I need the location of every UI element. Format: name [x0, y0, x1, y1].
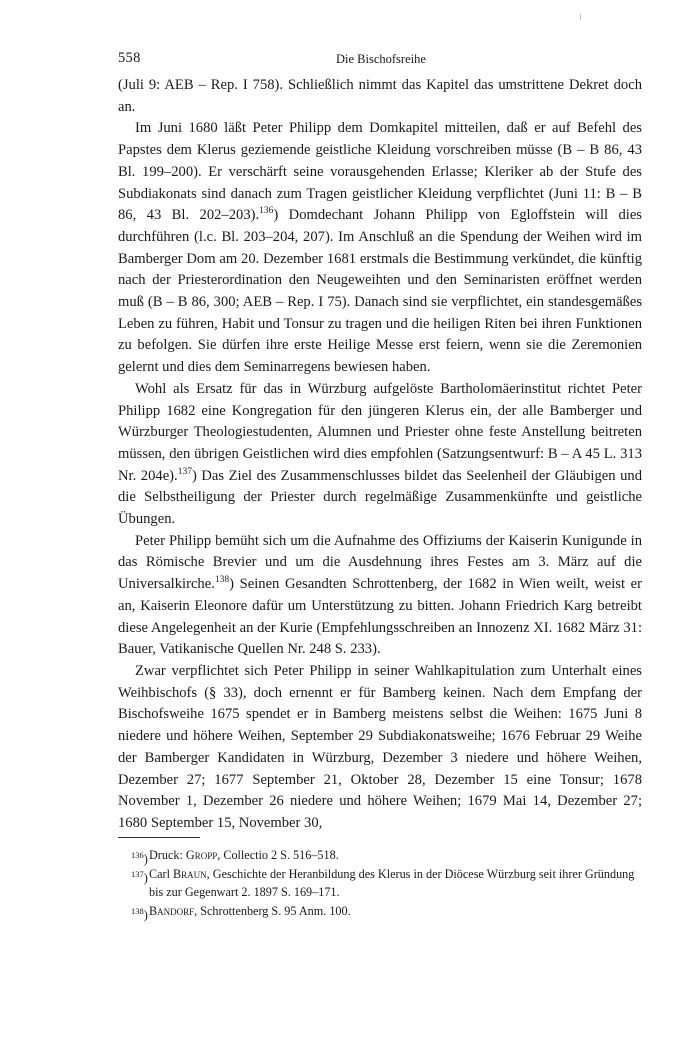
text-run: , Schrottenberg S. 95 Anm. 100. [194, 903, 351, 918]
text-run: Im Juni 1680 läßt Peter Philipp dem Domkapitel mitteilen, daß er auf Befehl des Papstes dem Klerus geziemende geistliche Kleidung vorschreiben müsse (B – B 86, 43 Bl. 199–200). Er verschärft seine vorausgehenden Erlasse; Kleriker ab der Stufe des Subdiakonats sind danach zum Tragen geistlicher Kleidung verpflichtet (Juni 11: B – B 86, 43 Bl. 202–203). [118, 120, 642, 224]
footnote-separator [118, 837, 200, 838]
footnote [118, 846, 642, 865]
text-run: ) Seinen Gesandten Schrottenberg, der 1682 in Wien weilt, weist er an, Kaiserin Eleonore dafür um Unterstützung zu bitten. Johann Friedrich Karg betreibt diese Angelegenheit an der Kurie (Empfehlungsschreiben an Innozenz XI. 1682 März 31: Bauer, Vatikanische Quellen Nr. 248 S. 233). [118, 576, 642, 658]
footnote-number: $^{137}$) [131, 868, 148, 885]
footnote-number-text: 137 [131, 868, 144, 879]
text-run: , Collectio 2 S. 516–518. [217, 848, 339, 862]
text-run: ) Domdechant Johann Philipp von Egloffstein will dies durchführen (l.c. Bl. 203–204, 207). Im Anschluß an die Spendung der Weihen wird im Bamberger Dom am 20. Dezember 1681 erstmals die Bestimmung verkündet, die künftig nach der Priesterordination den Neugeweihten und den Seminaristen eröffnet werden muß (B – B 86, 300; AEB – Rep. I 75). Danach sind sie verpflichtet, ein standesgemäßes Leben zu führen, Habit und Tonsur zu tragen und die heiligen Riten bei ihren Funktionen zu befolgen. Sie dürfen ihre erste Heilige Messe erst feiern, wenn sie die Zeremonien gelernt und dies dem Seminarregens bewiesen haben. [118, 207, 642, 376]
text-run: ) Das Ziel des Zusammenschlusses bildet das Seelenheil der Gläubigen und die Selbstheiligung der Priester durch regelmäßige Zusammenkünfte und geistliche Übungen. [118, 467, 642, 528]
footnote [118, 902, 642, 921]
paragraph [118, 379, 642, 531]
footnote-number: $^{136}$) [131, 850, 148, 867]
footnotes [118, 846, 642, 920]
paragraph [118, 118, 642, 378]
footnote-reference: 137 [177, 466, 192, 477]
text-run: Druck: [149, 848, 186, 862]
paragraph [118, 661, 642, 835]
page-number: 558 [118, 50, 141, 66]
footnote [118, 865, 642, 902]
footnote-reference: 138 [214, 575, 230, 586]
author-name: Bandorf [149, 903, 195, 918]
footnote-number-text: 136 [131, 850, 144, 860]
footnote-reference: 136 [259, 206, 274, 217]
text-run: Zwar verpflichtet sich Peter Philipp in seiner Wahlkapitulation zum Unterhalt eines Weihbischofs (§ 33), doch ernennt er für Bamberg keinen. Nach dem Empfang der Bischofsweihe 1675 spendet er in Bamberg meistens selbst die Weihen: 1675 Juni 8 niedere und höhere Weihen, September 29 Subdiakonatsweihe; 1676 Februar 29 Weihe der Bamberger Kandidaten in Würzburg, Dezember 3 niedere und höhere Weihen, Dezember 27; 1677 September 21, Oktober 28, Dezember 15 eine Tonsur; 1678 November 1, Dezember 26 niedere und höhere Weihen; 1679 Mai 14, Dezember 27; 1680 September 15, November 30, [118, 662, 642, 831]
corner-mark [580, 14, 581, 20]
footnote-number-text: 138 [131, 905, 144, 916]
author-name: Braun [173, 866, 207, 881]
text-run: , Geschichte der Heranbildung des Klerus in der Diöcese Würzburg seit ihrer Gründung bis zur Gegenwart 2. 1897 S. 169–171. [149, 866, 635, 899]
paragraph [118, 75, 642, 118]
running-head: Die Bischofsreihe [336, 52, 426, 66]
paragraph [118, 531, 642, 661]
body-text [118, 75, 642, 835]
text-run: Peter Philipp bemüht sich um die Aufnahme des Offiziums der Kaiserin Kunigunde in das Römische Brevier und um die Ausdehnung ihres Festes am 3. März auf die Universalkirche. [118, 532, 642, 593]
footnote-number: $^{138}$) [131, 905, 148, 922]
text-run: Carl [149, 866, 174, 881]
text-run: Wohl als Ersatz für das in Würzburg aufgelöste Bartholomäerinstitut richtet Peter Philipp 1682 eine Kongregation für den jüngeren Klerus ein, der alle Bamberger und Würzburger Theologiestudenten, Alumnen und Priester ohne feste Anstellung beitreten müssen, den übrigen Geistlichen wird dies empfohlen (Satzungsentwurf: B – A 45 L. 313 Nr. 204e). [118, 380, 642, 484]
author-name: Gropp [185, 848, 218, 862]
text-run: (Juli 9: AEB – Rep. I 758). Schließlich nimmt das Kapitel das umstrittene Dekret doch an. [118, 77, 642, 115]
